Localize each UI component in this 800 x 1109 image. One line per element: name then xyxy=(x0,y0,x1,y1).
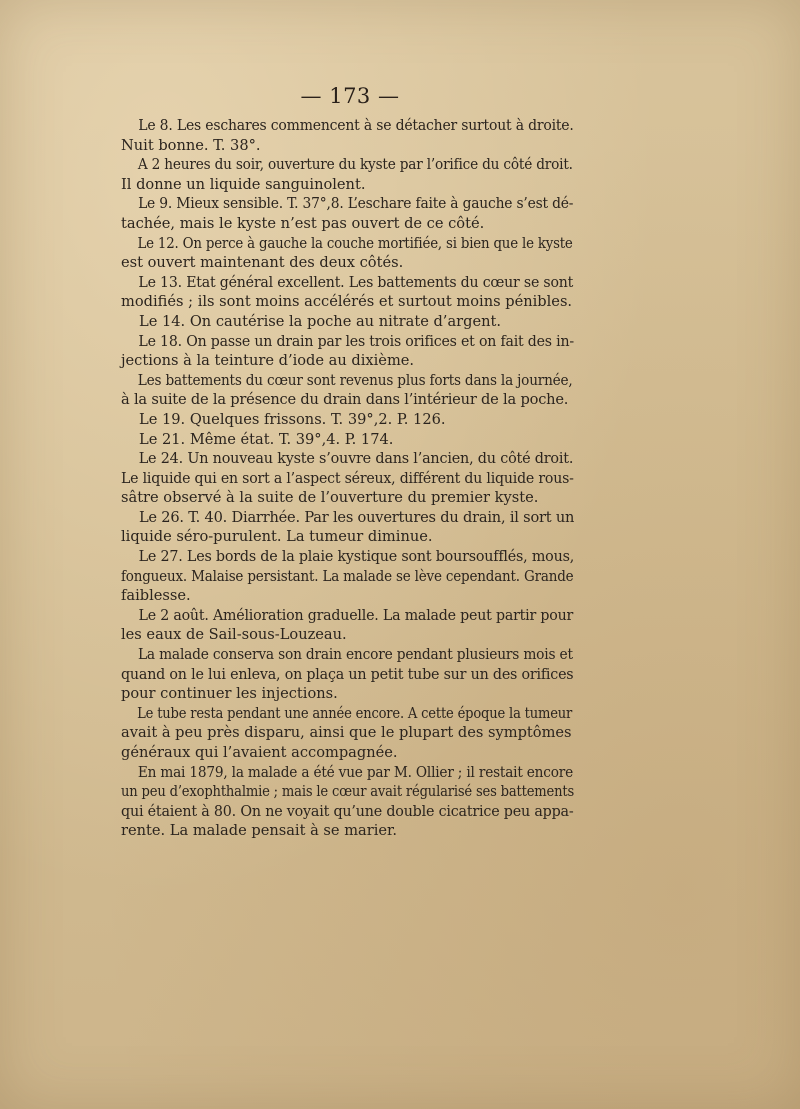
text-line: Le 12. On perce à gauche la couche mortifiée, si bien que le kyste xyxy=(137,234,573,252)
page-number: — 173 — xyxy=(300,84,400,108)
text-line: En mai 1879, la malade a été vue par M. Ollier ; il restait encore xyxy=(137,763,573,781)
text-line: qui étaient à 80. On ne voyait qu’une double cicatrice peu appa- xyxy=(121,802,574,820)
text-line: La malade conserva son drain encore pendant plusieurs mois et xyxy=(137,646,573,664)
text-line: Le 18. On passe un drain par les trois orifices et on fait des in- xyxy=(138,332,574,350)
text-line: Le 21. Même état. T. 39°,4. P. 174. xyxy=(139,430,394,448)
text-line: faiblesse. xyxy=(121,587,191,605)
text-line: Nuit bonne. T. 38°. xyxy=(121,136,261,154)
text-line: jections à la teinture d’iode au dixième. xyxy=(121,352,415,370)
text-line: les eaux de Sail-sous-Louzeau. xyxy=(121,626,347,644)
text-line: avait à peu près disparu, ainsi que le plupart des symptômes xyxy=(121,724,572,742)
text-line: est ouvert maintenant des deux côtés. xyxy=(121,254,404,272)
text-line: modifiés ; ils sont moins accélérés et surtout moins pénibles. xyxy=(121,293,573,311)
text-line: Le 2 août. Amélioration graduelle. La malade peut partir pour xyxy=(138,606,574,624)
text-line: liquide séro-purulent. La tumeur diminue. xyxy=(121,528,433,546)
body-text xyxy=(121,116,574,841)
text-line: sâtre observé à la suite de l’ouverture du premier kyste. xyxy=(121,489,539,507)
text-line: Le 19. Quelques frissons. T. 39°,2. P. 126. xyxy=(139,410,446,428)
text-line: Le 24. Un nouveau kyste s’ouvre dans l’ancien, du côté droit. xyxy=(138,450,574,468)
text-line: Le 27. Les bords de la plaie kystique sont boursoufflés, mous, xyxy=(138,548,575,566)
text-line: à la suite de la présence du drain dans l’intérieur de la poche. xyxy=(121,391,569,409)
text-line: Le 9. Mieux sensible. T. 37°,8. L’eschare faite à gauche s’est dé- xyxy=(138,195,574,213)
text-line: tachée, mais le kyste n’est pas ouvert de ce côté. xyxy=(121,214,485,232)
text-line: Le 14. On cautérise la poche au nitrate d’argent. xyxy=(139,312,502,330)
text-line: Le tube resta pendant une année encore. A cette époque la tumeur xyxy=(137,704,573,722)
text-line: Le 13. Etat général excellent. Les battements du cœur se sont xyxy=(138,273,574,291)
text-line: généraux qui l’avaient accompagnée. xyxy=(121,744,398,761)
text-line: fongueux. Malaise persistant. La malade se lève cependant. Grande xyxy=(121,567,574,585)
text-line: Les battements du cœur sont revenus plus forts dans la journée, xyxy=(137,371,573,389)
text-line: pour continuer les injections. xyxy=(121,685,338,703)
text-line: Le 8. Les eschares commencent à se détacher surtout à droite. xyxy=(138,117,574,134)
text-line: un peu d’exophthalmie ; mais le cœur avait régularisé ses battements xyxy=(121,783,575,801)
text-line: Le 26. T. 40. Diarrhée. Par les ouvertures du drain, il sort un xyxy=(138,508,575,526)
text-line: rente. La malade pensait à se marier. xyxy=(121,822,398,840)
text-line: Le liquide qui en sort a l’aspect séreux, différent du liquide rous- xyxy=(121,469,574,487)
text-line: A 2 heures du soir, ouverture du kyste par l’orifice du côté droit. xyxy=(137,156,573,174)
text-line: quand on le lui enleva, on plaça un petit tube sur un des orifices xyxy=(121,665,574,683)
text-line: Il donne un liquide sanguinolent. xyxy=(121,175,366,193)
